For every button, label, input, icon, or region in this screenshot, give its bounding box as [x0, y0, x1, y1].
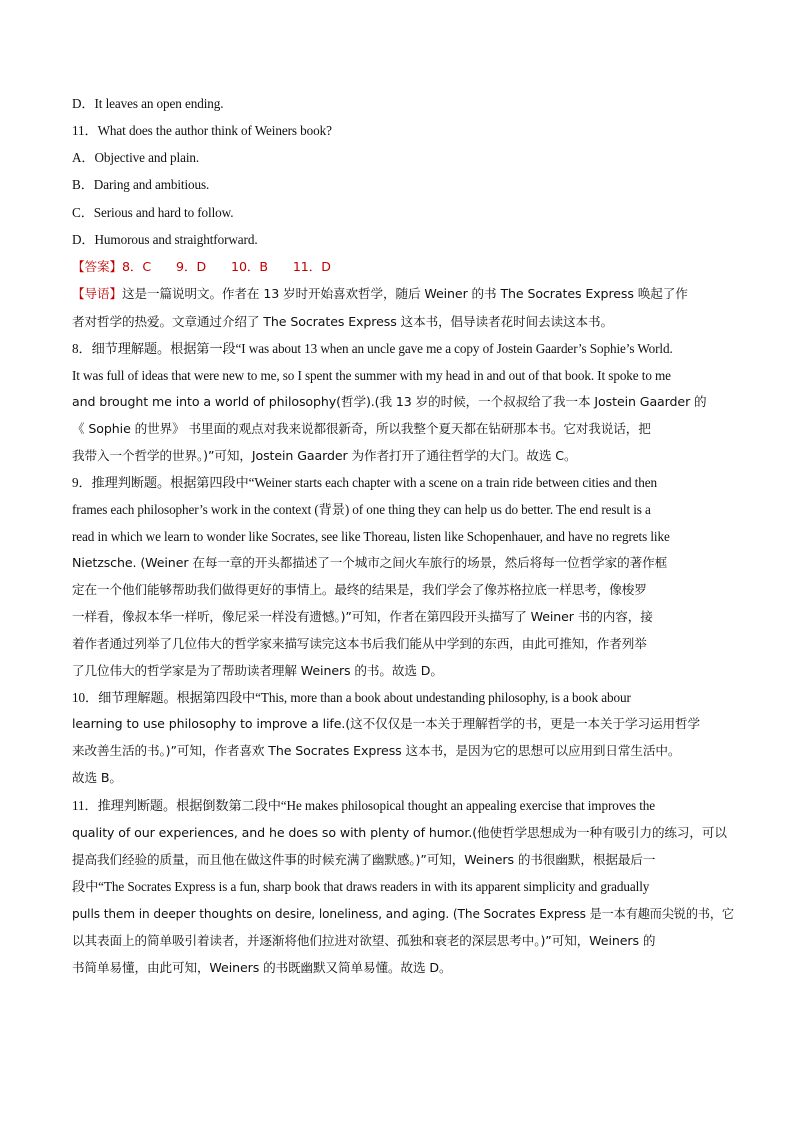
explanation-11-line-5: pulls them in deeper thoughts on desire, loneliness, and aging. (The Socrates Express 是一本有趣而尖锐的书，它: [72, 906, 734, 921]
explanation-8-line-5: 我带入一个哲学的世界。)”可知，Jostein Gaarder 为作者打开了通往哲学的大门。故选 C。: [72, 448, 577, 463]
explanation-8-line-1: 8．细节理解题。根据第一段“I was about 13 when an uncle gave me a copy of Jostein Gaarder’s Sophie’s World.: [72, 341, 673, 356]
explanation-9-line-3: read in which we learn to wonder like Socrates, see like Thoreau, listen like Schopenhauer, and have no regrets like: [72, 529, 670, 544]
answer-key: 【答案】8．C 9．D 10．B 11．D: [72, 259, 331, 274]
explanation-9-line-7: 着作者通过列举了几位伟大的哲学家来描写读完这本书后我们能从中学到的东西，由此可推知，作者列举: [72, 636, 647, 651]
option-d-q11: D．Humorous and straightforward.: [72, 232, 258, 247]
explanation-11-line-6: 以其表面上的简单吸引着读者，并逐渐将他们拉进对欲望、孤独和衰老的深层思考中。)”可知，Weiners 的: [72, 933, 656, 948]
explanation-11-line-1: 11．推理判断题。根据倒数第二段中“He makes philosopical thought an appealing exercise that improves the: [72, 798, 656, 813]
option-c-q11: C．Serious and hard to follow.: [72, 205, 234, 220]
explanation-11-line-3: 提高我们经验的质量，而且他在做这件事的时候充满了幽默感。)”可知，Weiners 的书很幽默，根据最后一: [72, 852, 656, 867]
explanation-8-line-2: It was full of ideas that were new to me, so I spent the summer with my head in and out of that book. It spoke to me: [72, 368, 671, 383]
explanation-8-line-3: and brought me into a world of philosophy(哲学).(我 13 岁的时候，一个叔叔给了我一本 Jostein Gaarder 的: [72, 394, 707, 409]
explanation-9-line-8: 了几位伟大的哲学家是为了帮助读者理解 Weiners 的书。故选 D。: [72, 663, 443, 678]
intro-line-1: 【导语】这是一篇说明文。作者在 13 岁时开始喜欢哲学，随后 Weiner 的书 The Socrates Express 唤起了作: [72, 286, 688, 301]
explanation-10-line-3: 来改善生活的书。)”可知，作者喜欢 The Socrates Express 这本书，是因为它的思想可以应用到日常生活中。: [72, 743, 681, 758]
option-d-q10: D．It leaves an open ending.: [72, 96, 224, 111]
explanation-9-line-4: Nietzsche. (Weiner 在每一章的开头都描述了一个城市之间火车旅行的场景，然后将每一位哲学家的著作框: [72, 555, 668, 570]
explanation-9-line-1: 9．推理判断题。根据第四段中“Weiner starts each chapter with a scene on a train ride between cities and then: [72, 475, 657, 490]
explanation-8-line-4: 《 Sophie 的世界》 书里面的观点对我来说都很新奇，所以我整个夏天都在钻研那本书。它对我说话，把: [72, 421, 651, 436]
explanation-9-line-2: frames each philosopher’s work in the context (背景) of one thing they can help us do better. The end result is a: [72, 502, 651, 517]
question-11: 11．What does the author think of Weiners book?: [72, 123, 332, 138]
explanation-11-line-7: 书简单易懂，由此可知，Weiners 的书既幽默又简单易懂。故选 D。: [72, 960, 452, 975]
explanation-10-line-2: learning to use philosophy to improve a life.(这不仅仅是一本关于理解哲学的书，更是一本关于学习运用哲学: [72, 716, 700, 731]
explanation-9-line-5: 定在一个他们能够帮助我们做得更好的事情上。最终的结果是，我们学会了像苏格拉底一样思考，像梭罗: [72, 582, 647, 597]
intro-line-2: 者对哲学的热爱。文章通过介绍了 The Socrates Express 这本书，倡导读者花时间去读这本书。: [72, 314, 613, 329]
explanation-11-line-2: quality of our experiences, and he does so with plenty of humor.(他使哲学思想成为一种有吸引力的练习，可以: [72, 825, 727, 840]
explanation-9-line-6: 一样看，像叔本华一样听，像尼采一样没有遗憾。)”可知，作者在第四段开头描写了 Weiner 书的内容，接: [72, 609, 653, 624]
option-a-q11: A．Objective and plain.: [72, 150, 200, 165]
explanation-10-line-1: 10．细节理解题。根据第四段中“This, more than a book about undestanding philosophy, is a book abour: [72, 690, 631, 705]
explanation-10-line-4: 故选 B。: [72, 770, 122, 785]
explanation-11-line-4: 段中“The Socrates Express is a fun, sharp book that draws readers in with its apparent simplicity and gradually: [72, 879, 650, 894]
option-b-q11: B．Daring and ambitious.: [72, 177, 210, 192]
